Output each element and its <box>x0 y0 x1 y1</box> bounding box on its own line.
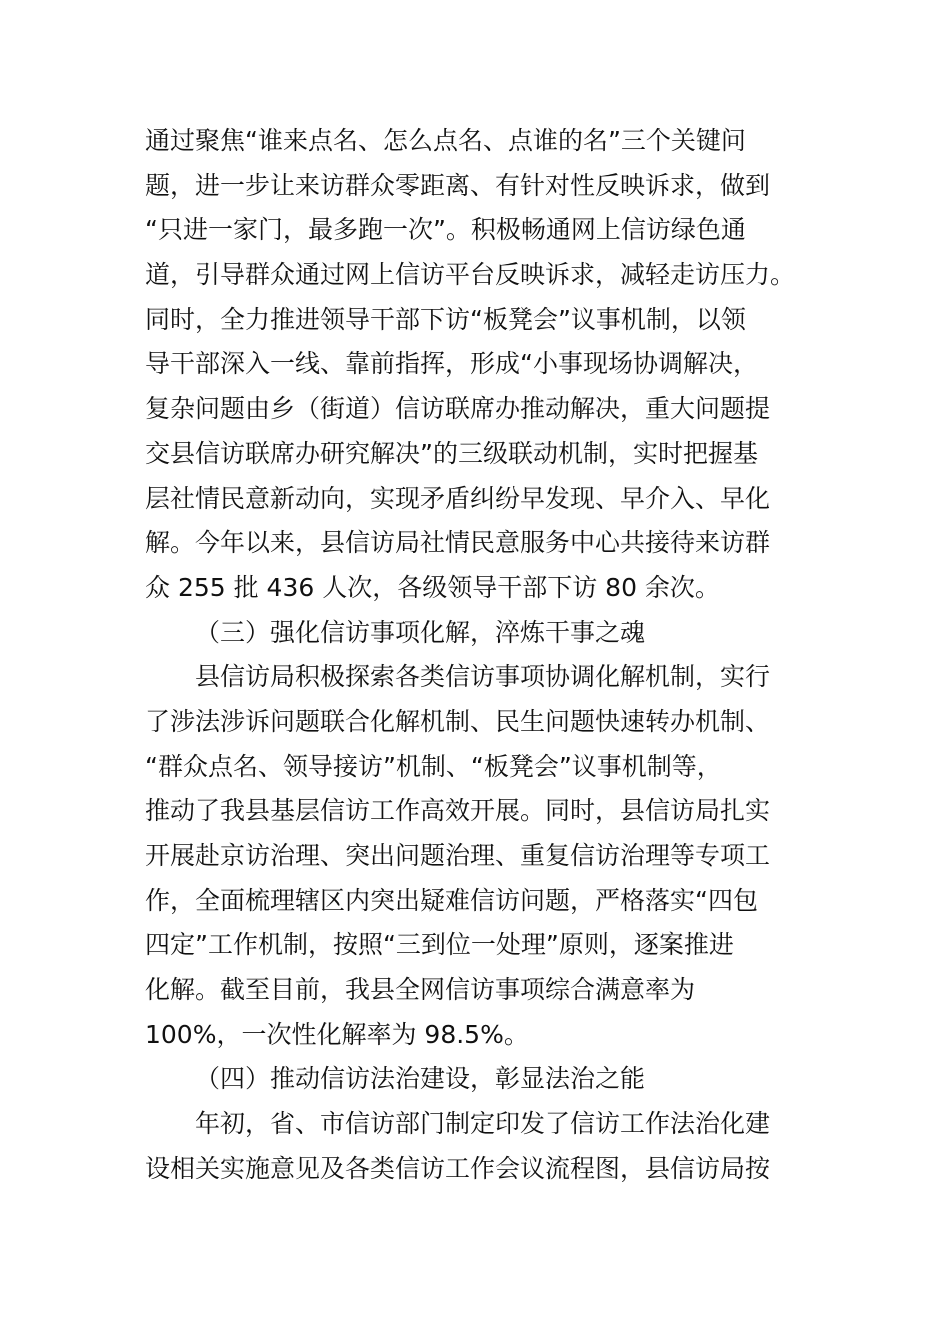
text-line: 导干部深入一线、靠前指挥，形成“小事现场协调解决， <box>145 349 758 379</box>
text-line: 层社情民意新动向，实现矛盾纠纷早发现、早介入、早化 <box>145 483 771 513</box>
text-line: 复杂问题由乡（街道）信访联席办推动解决，重大问题提 <box>145 394 771 424</box>
text-line: “只进一家门，最多跑一次”。积极畅通网上信访绿色通 <box>145 215 746 245</box>
text-line: 解。今年以来，县信访局社情民意服务中心共接待来访群 <box>145 528 771 558</box>
text-line: 100%，一次性化解率为 98.5%。 <box>145 1019 529 1049</box>
section-heading: （三）强化信访事项化解，淬炼干事之魂 <box>195 617 646 647</box>
text-line: 四定”工作机制，按照“三到位一处理”原则，逐案推进 <box>145 930 734 960</box>
text-line: 题，进一步让来访群众零距离、有针对性反映诉求，做到 <box>145 170 771 200</box>
text-line: 同时，全力推进领导干部下访“板凳会”议事机制，以领 <box>145 304 746 334</box>
text-line: “群众点名、领导接访”机制、“板凳会”议事机制等， <box>145 751 722 781</box>
text-line: 开展赴京访治理、突出问题治理、重复信访治理等专项工 <box>145 841 771 870</box>
section-heading: （四）推动信访法治建设，彰显法治之能 <box>195 1064 646 1094</box>
text-line: 设相关实施意见及各类信访工作会议流程图，县信访局按 <box>145 1153 771 1183</box>
text-line: 作，全面梳理辖区内突出疑难信访问题，严格落实“四包 <box>145 885 758 915</box>
text-line: 推动了我县基层信访工作高效开展。同时，县信访局扎实 <box>145 796 771 826</box>
text-line: 化解。截至目前，我县全网信访事项综合满意率为 <box>145 975 696 1005</box>
text-line: 交县信访联席办研究解决”的三级联动机制，实时把握基 <box>145 438 758 468</box>
text-line: 道，引导群众通过网上信访平台反映诉求，减轻走访压力。 <box>145 260 796 290</box>
text-line: 了涉法涉诉问题联合化解机制、民生问题快速转办机制、 <box>145 706 771 736</box>
paragraph-first-line: 县信访局积极探索各类信访事项协调化解机制，实行 <box>195 662 771 692</box>
paragraph-first-line: 年初，省、市信访部门制定印发了信访工作法治化建 <box>195 1109 771 1139</box>
text-line: 众 255 批 436 人次，各级领导干部下访 80 余次。 <box>145 572 720 602</box>
text-line: 通过聚焦“谁来点名、怎么点名、点谁的名”三个关键问 <box>145 126 746 155</box>
document-body <box>145 119 795 1192</box>
